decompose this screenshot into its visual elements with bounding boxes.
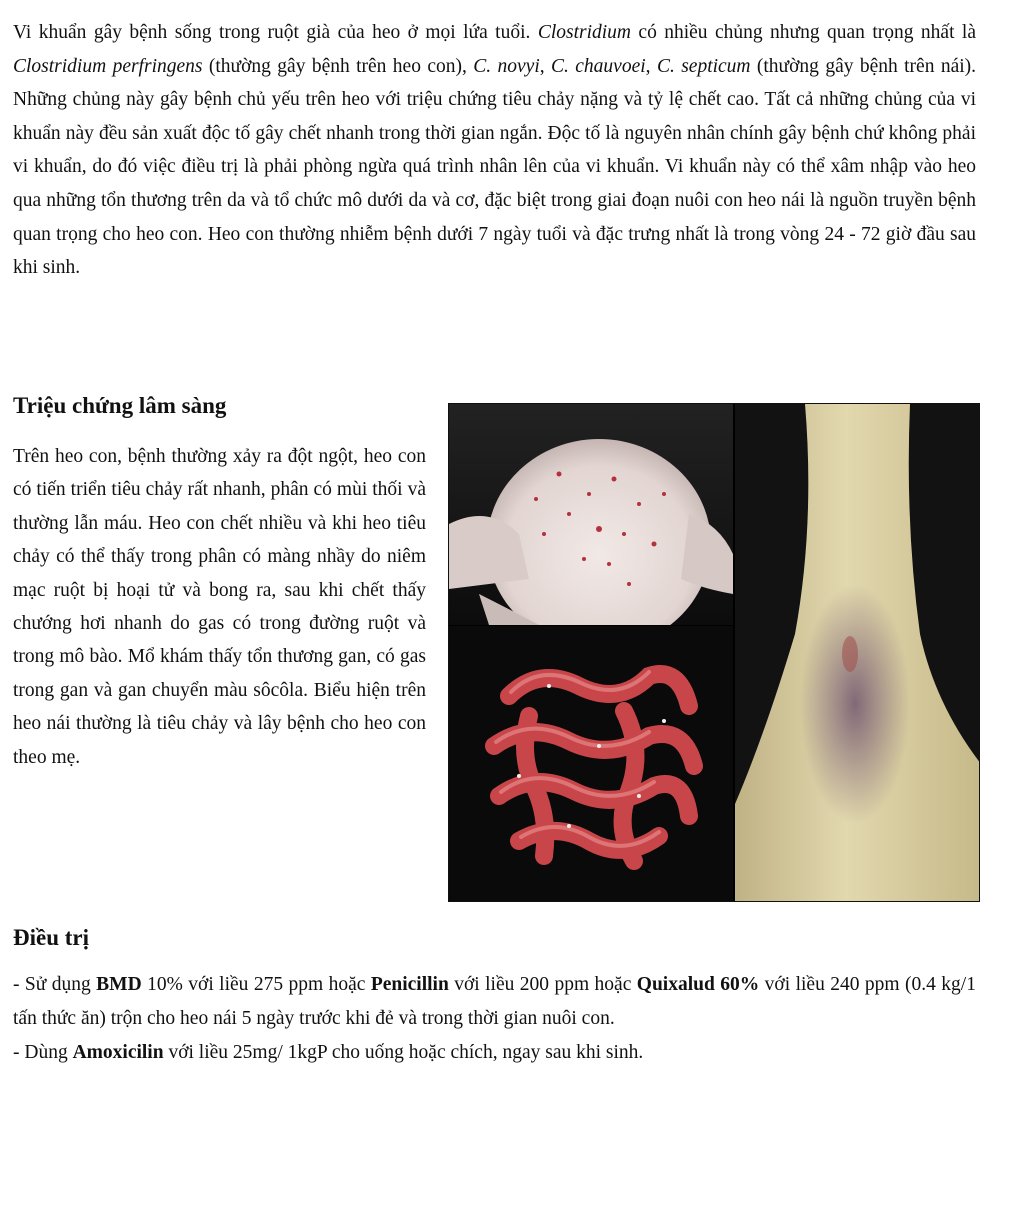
genus-name: Clostridium	[537, 22, 631, 43]
lesion-photo-panel	[448, 403, 980, 902]
intro-paragraph	[13, 16, 976, 285]
treat2-text-b: với liều 25mg/ 1kgP cho uống hoặc chích, ngay sau khi sinh.	[163, 1042, 644, 1063]
intro-text-3: (thường gây bệnh trên heo con),	[202, 55, 474, 77]
drug-quixalud: Quixalud 60%	[636, 974, 760, 995]
photo-piglet-ventral-skin	[735, 404, 980, 902]
intro-text-1: Vi khuẩn gây bệnh sống trong ruột già của heo ở mọi lứa tuổi.	[13, 22, 538, 43]
treatment-item-2	[13, 1036, 976, 1070]
treat2-text-a: - Dùng	[13, 1042, 73, 1063]
species-septicum: C. septicum	[656, 55, 751, 77]
treatment-item-1	[13, 968, 976, 1036]
drug-penicillin: Penicillin	[370, 974, 449, 995]
species-novyi: C. novyi	[473, 55, 540, 77]
treat1-text-a: - Sử dụng	[13, 974, 97, 995]
species-chauvoei: C. chauvoei	[551, 55, 646, 77]
species-perfringens: Clostridium perfringens	[13, 55, 203, 77]
drug-bmd: BMD	[96, 974, 142, 995]
treatment-heading: Điều trị	[13, 925, 90, 950]
intro-sep-1: ,	[539, 55, 552, 77]
photo-sow-abdomen-lesions	[449, 404, 733, 625]
photo-intestines	[449, 626, 733, 902]
drug-amoxicilin: Amoxicilin	[72, 1042, 164, 1063]
intro-sep-2: ,	[645, 55, 657, 77]
intro-text-2: có nhiều chủng nhưng quan trọng nhất là	[631, 22, 976, 43]
symptoms-heading: Triệu chứng lâm sàng	[13, 393, 227, 418]
symptoms-paragraph: Trên heo con, bệnh thường xảy ra đột ngột, heo con có tiến triển tiêu chảy rất nhanh, phân có mùi thối và thường lẫn máu. Heo con chết nhiều và khi heo tiêu chảy có thể thấy trong phân có màng nhầy do niêm mạc ruột bị hoại tử và bong ra, sau khi chết thấy chướng hơi nhanh do gas có trong đường ruột và trong mô bào. Mổ khám thấy tổn thương gan, có gas trong gan và gan chuyển màu sôcôla. Biểu hiện trên heo nái thường là tiêu chảy và lây bệnh cho heo con theo mẹ.	[13, 446, 426, 768]
treat1-text-d: với liều 240 ppm (0.4 kg/1 tấn thức ăn) trộn cho heo nái 5 ngày trước khi đẻ và trong thời gian nuôi con.	[13, 974, 976, 1029]
treat1-text-b: 10% với liều 275 ppm hoặc	[141, 974, 371, 995]
treatment-section	[13, 968, 976, 1070]
treat1-text-c: với liều 200 ppm hoặc	[448, 974, 637, 995]
intro-text-4: (thường gây bệnh trên nái). Những chủng này gây bệnh chủ yếu trên heo với triệu chứng tiêu chảy nặng và tỷ lệ chết cao. Tất cả những chủng của vi khuẩn này đều sản xuất độc tố gây chết nhanh trong thời gian ngắn. Độc tố là nguyên nhân chính gây bệnh chứ không phải vi khuẩn, do đó việc điều trị là phải phòng ngừa quá trình nhân lên của vi khuẩn. Vi khuẩn này có thể xâm nhập vào heo qua những tổn thương trên da và tổ chức mô dưới da và cơ, đặc biệt trong giai đoạn nuôi con heo nái là nguồn truyền bệnh quan trọng cho heo con. Heo con thường nhiễm bệnh dưới 7 ngày tuổi và đặc trưng nhất là trong vòng 24 - 72 giờ đầu sau khi sinh.	[13, 55, 977, 279]
